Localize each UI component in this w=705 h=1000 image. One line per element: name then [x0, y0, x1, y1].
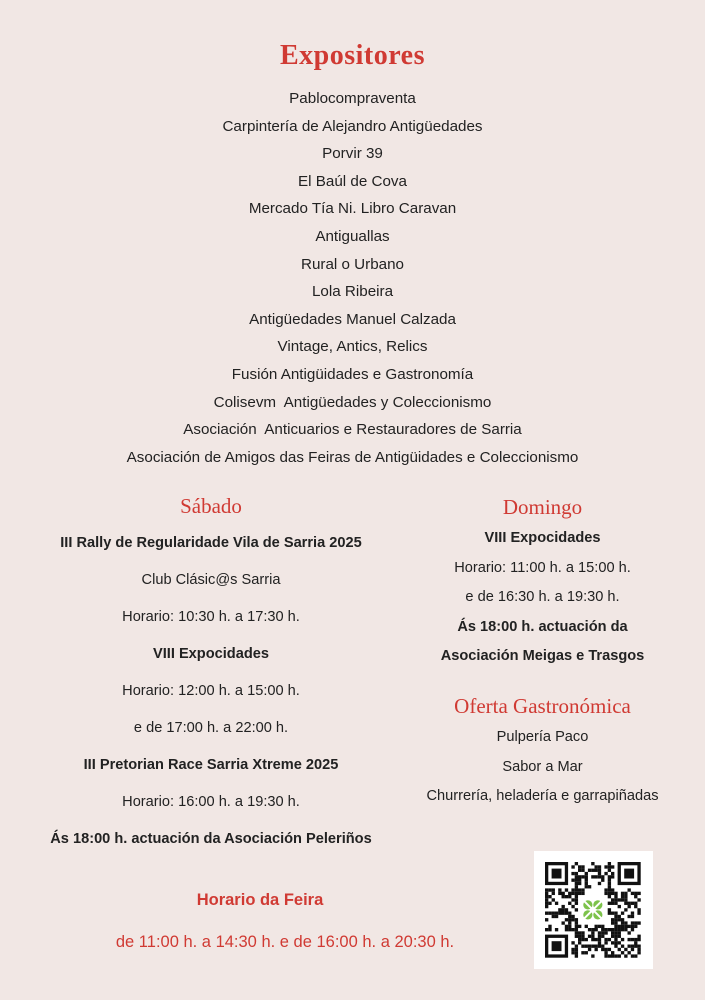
expositores-title: Expositores	[280, 40, 425, 71]
feira-hours: de 11:00 h. a 14:30 h. e de 16:00 h. a 20:30 h.	[115, 933, 455, 951]
qr-code[interactable]	[534, 851, 653, 969]
oferta-title: Oferta Gastronómica	[454, 693, 631, 718]
list-item: Vintage, Antics, Relics	[277, 338, 428, 356]
qr-code-icon	[534, 851, 653, 969]
event-line: Club Clásic@s Sarria	[141, 572, 281, 588]
list-item: Sabor a Mar	[502, 758, 583, 775]
event-line: Ás 18:00 h. actuación da	[457, 618, 628, 635]
event-line: e de 17:00 h. a 22:00 h.	[133, 720, 289, 736]
sabado-section	[0, 494, 422, 858]
sabado-title: Sábado	[180, 494, 242, 518]
list-item: Rural o Urbano	[301, 255, 404, 273]
list-item: Carpintería de Alejandro Antigüedades	[222, 117, 483, 135]
event-line: III Rally de Regularidade Vila de Sarria 2025	[60, 535, 362, 551]
list-item: Antigüedades Manuel Calzada	[249, 310, 456, 328]
event-line: III Pretorian Race Sarria Xtreme 2025	[83, 757, 339, 773]
event-line: Horario: 10:30 h. a 17:30 h.	[122, 609, 300, 625]
list-item: Colisevm Antigüedades y Coleccionismo	[213, 393, 492, 411]
feira-title: Horario da Feira	[196, 891, 324, 909]
expositores-list	[0, 85, 705, 471]
event-line: e de 16:30 h. a 19:30 h.	[465, 589, 620, 606]
event-line: VIII Expocidades	[153, 646, 269, 662]
event-line: Ás 18:00 h. actuación da Asociación Peleriños	[50, 831, 372, 847]
domingo-section	[410, 495, 675, 812]
list-item: Antiguallas	[315, 227, 390, 245]
list-item: Pulpería Paco	[496, 728, 589, 745]
event-line: Horario: 16:00 h. a 19:30 h.	[122, 794, 300, 810]
event-line: Horario: 12:00 h. a 15:00 h.	[122, 683, 300, 699]
list-item: Churrería, heladería e garrapiñadas	[426, 788, 659, 805]
list-item: Lola Ribeira	[311, 283, 394, 301]
event-line: Horario: 11:00 h. a 15:00 h.	[454, 559, 631, 576]
list-item: Pablocompraventa	[289, 90, 416, 107]
list-item: Fusión Antigüidades e Gastronomía	[231, 365, 474, 383]
event-line: VIII Expocidades	[484, 530, 601, 546]
list-item: El Baúl de Cova	[298, 172, 407, 190]
event-line: Asociación Meigas e Trasgos	[440, 648, 645, 665]
domingo-title: Domingo	[502, 495, 583, 519]
list-item: Porvir 39	[322, 145, 383, 163]
list-item: Mercado Tía Ni. Libro Caravan	[248, 200, 457, 218]
list-item: Asociación Anticuarios e Restauradores de Sarria	[183, 421, 522, 439]
list-item: Asociación de Amigos das Feiras de Antigüidades e Coleccionismo	[126, 448, 579, 466]
